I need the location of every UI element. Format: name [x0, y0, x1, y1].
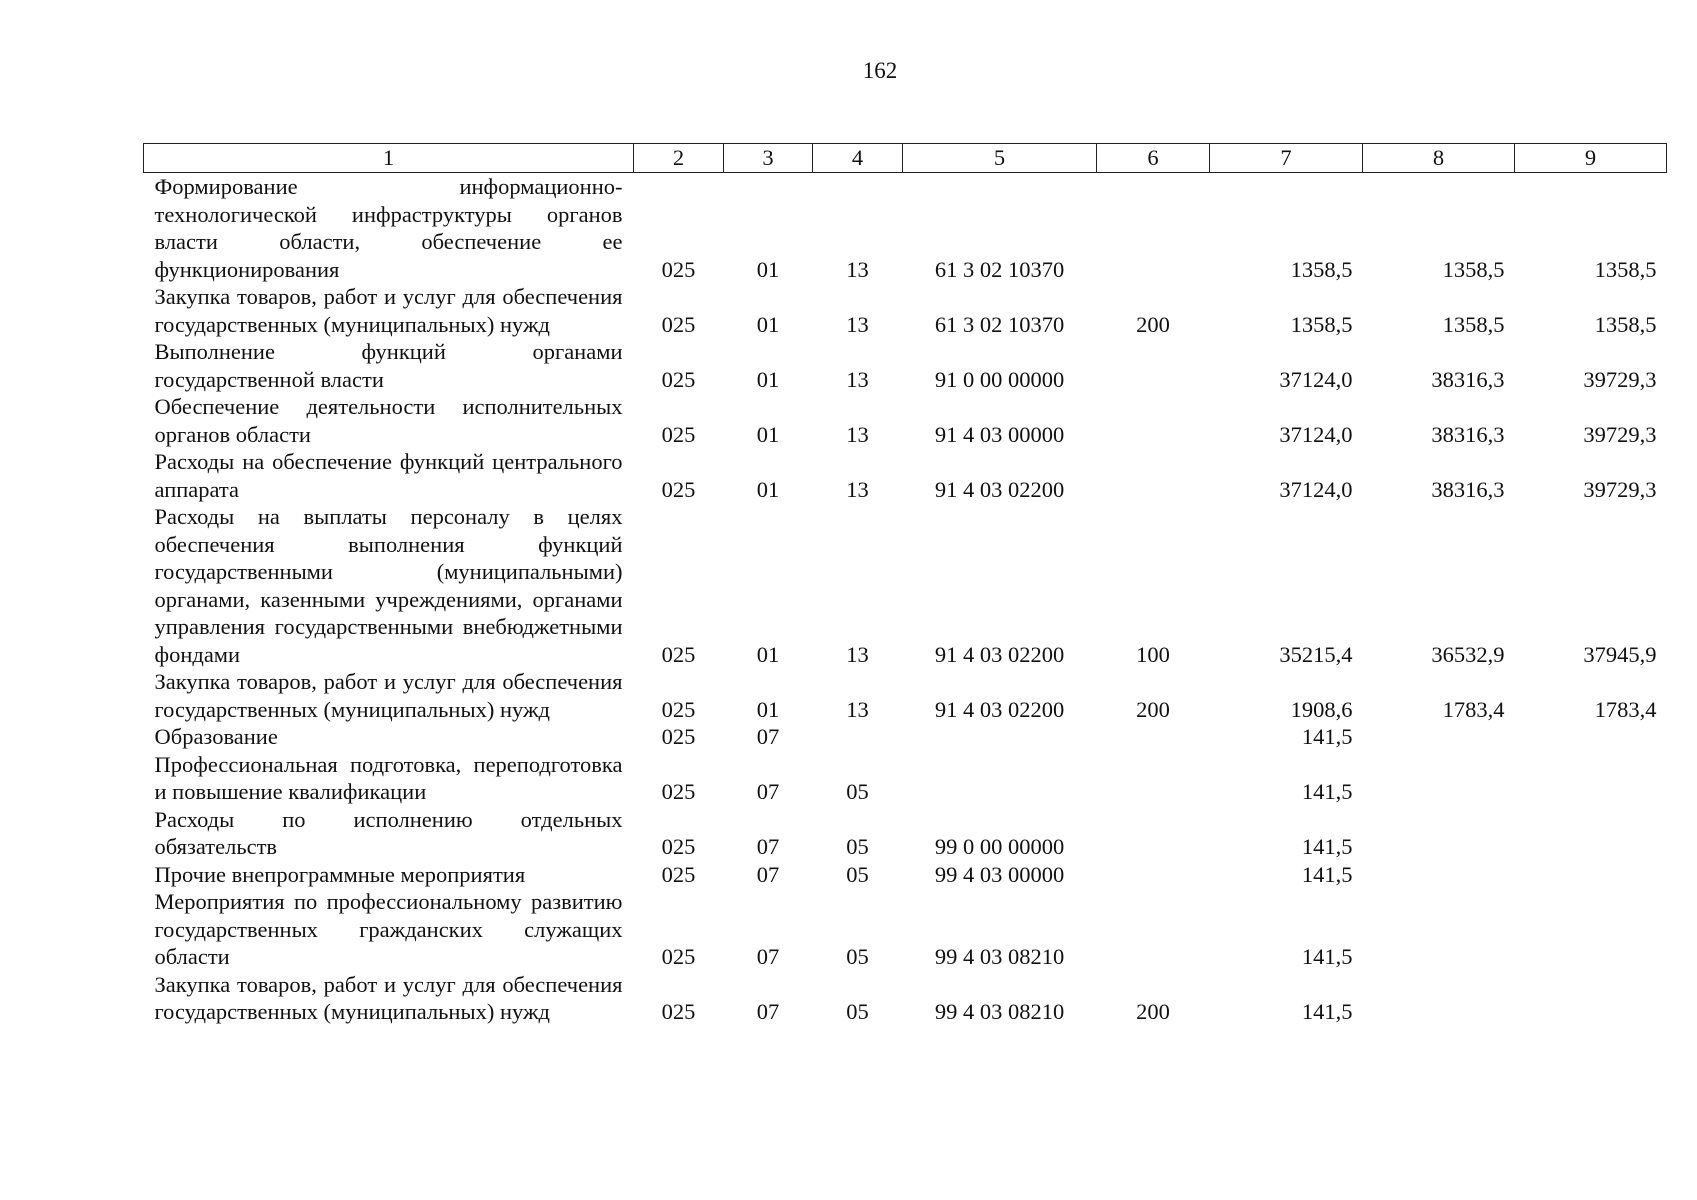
- row-name: Расходы по исполнению отдельных обязательств: [154, 806, 623, 859]
- amount-col-7: 37124,0: [1279, 476, 1353, 502]
- amount-col-7: 37124,0: [1279, 366, 1353, 392]
- amount-col-7: 141,5: [1301, 861, 1353, 887]
- expense-type-code: [1097, 338, 1210, 393]
- target-article-code: 99 4 03 08210: [934, 999, 1065, 1024]
- section-code: 01: [756, 311, 780, 337]
- amount-col-9: 39729,3: [1583, 366, 1657, 392]
- column-header: 6: [1097, 144, 1210, 173]
- amount-col-8: [1363, 751, 1515, 806]
- table-row: [144, 751, 1667, 806]
- target-article-code: 91 4 03 02200: [934, 476, 1065, 502]
- expense-type-code: 100: [1136, 641, 1170, 667]
- expense-type-code: [1097, 751, 1210, 806]
- amount-col-9: [1515, 723, 1667, 751]
- target-article-code: 91 0 00 00000: [934, 366, 1065, 392]
- amount-col-7: 141,5: [1301, 944, 1353, 969]
- amount-col-8: 1358,5: [1442, 256, 1505, 282]
- amount-col-7: 141,5: [1301, 834, 1353, 859]
- table-row: [144, 448, 1667, 503]
- expense-type-code: [1097, 888, 1210, 971]
- amount-col-9: [1515, 971, 1667, 1026]
- ministry-code: 025: [661, 311, 696, 337]
- row-name: Закупка товаров, работ и услуг для обеспечения государственных (муниципальных) нужд: [154, 284, 623, 337]
- target-article-code: [903, 723, 1097, 751]
- amount-col-8: [1363, 971, 1515, 1026]
- target-article-code: 91 4 03 02200: [934, 696, 1065, 722]
- column-header: 9: [1515, 144, 1667, 173]
- table-row: [144, 971, 1667, 1026]
- ministry-code: 025: [661, 944, 696, 969]
- subsection-code: 13: [846, 366, 869, 392]
- row-name: Образование: [154, 724, 278, 749]
- table-row: [144, 806, 1667, 861]
- expense-type-code: [1097, 393, 1210, 448]
- ministry-code: 025: [661, 696, 696, 722]
- ministry-code: 025: [661, 834, 696, 859]
- section-code: 07: [756, 834, 780, 859]
- subsection-code: 05: [846, 999, 869, 1024]
- amount-col-7: 35215,4: [1279, 641, 1353, 667]
- expense-type-code: [1097, 723, 1210, 751]
- subsection-code: 13: [846, 476, 869, 502]
- expense-type-code: [1097, 806, 1210, 861]
- target-article-code: 61 3 02 10370: [934, 311, 1065, 337]
- column-header: 1: [144, 144, 634, 173]
- subsection-code: 13: [846, 641, 869, 667]
- column-header: 3: [724, 144, 813, 173]
- expense-type-code: [1097, 173, 1210, 284]
- table-row: [144, 723, 1667, 751]
- row-name: Формирование информационно-технологической инфраструктуры органов власти области, обеспечение ее функционирования: [154, 174, 623, 282]
- table-row: [144, 503, 1667, 668]
- ministry-code: 025: [661, 641, 696, 667]
- expense-type-code: 200: [1136, 696, 1170, 722]
- column-header: 8: [1363, 144, 1515, 173]
- table-row: [144, 393, 1667, 448]
- amount-col-7: 141,5: [1301, 724, 1353, 749]
- subsection-code: 13: [846, 256, 869, 282]
- section-code: 07: [756, 944, 780, 969]
- expense-type-code: [1097, 448, 1210, 503]
- ministry-code: 025: [661, 366, 696, 392]
- target-article-code: 61 3 02 10370: [934, 256, 1065, 282]
- column-header: 5: [903, 144, 1097, 173]
- target-article-code: [903, 751, 1097, 806]
- amount-col-9: [1515, 751, 1667, 806]
- row-name: Закупка товаров, работ и услуг для обеспечения государственных (муниципальных) нужд: [154, 669, 623, 722]
- target-article-code: 99 4 03 00000: [934, 861, 1065, 887]
- row-name: Выполнение функций органами государственной власти: [154, 339, 623, 392]
- ministry-code: 025: [661, 999, 696, 1024]
- amount-col-7: 141,5: [1301, 999, 1353, 1024]
- ministry-code: 025: [661, 476, 696, 502]
- amount-col-9: [1515, 861, 1667, 889]
- amount-col-8: [1363, 806, 1515, 861]
- row-name: Обеспечение деятельности исполнительных органов области: [154, 394, 623, 447]
- amount-col-8: [1363, 861, 1515, 889]
- row-name: Профессиональная подготовка, переподготовка и повышение квалификации: [154, 751, 623, 804]
- amount-col-9: 37945,9: [1583, 641, 1657, 667]
- row-name: Расходы на обеспечение функций центрального аппарата: [154, 449, 623, 502]
- amount-col-8: 36532,9: [1431, 641, 1505, 667]
- expense-type-code: 200: [1136, 999, 1170, 1024]
- column-header: 2: [634, 144, 724, 173]
- amount-col-8: 1783,4: [1442, 696, 1505, 722]
- table-row: [144, 283, 1667, 338]
- subsection-code: 05: [846, 834, 869, 859]
- amount-col-7: 1358,5: [1290, 311, 1353, 337]
- subsection-code: 05: [846, 944, 869, 969]
- section-code: 01: [756, 256, 780, 282]
- amount-col-7: 1358,5: [1290, 256, 1353, 282]
- amount-col-9: 39729,3: [1583, 476, 1657, 502]
- section-code: 07: [756, 779, 780, 804]
- row-name: Закупка товаров, работ и услуг для обеспечения государственных (муниципальных) нужд: [154, 971, 623, 1024]
- ministry-code: 025: [661, 724, 696, 749]
- amount-col-8: 38316,3: [1431, 421, 1505, 447]
- amount-col-9: 1358,5: [1594, 311, 1657, 337]
- subsection-code: [813, 723, 903, 751]
- section-code: 01: [756, 366, 780, 392]
- column-header: 4: [813, 144, 903, 173]
- subsection-code: 05: [846, 861, 869, 887]
- row-name: Мероприятия по профессиональному развитию государственных гражданских служащих области: [154, 889, 623, 969]
- ministry-code: 025: [661, 421, 696, 447]
- table-row: [144, 338, 1667, 393]
- table-row: [144, 888, 1667, 971]
- subsection-code: 13: [846, 311, 869, 337]
- row-name: Прочие внепрограммные мероприятия: [154, 861, 526, 887]
- amount-col-7: 1908,6: [1290, 696, 1353, 722]
- subsection-code: 13: [846, 421, 869, 447]
- amount-col-9: 39729,3: [1583, 421, 1657, 447]
- target-article-code: 99 4 03 08210: [934, 944, 1065, 969]
- amount-col-9: 1358,5: [1594, 256, 1657, 282]
- amount-col-8: [1363, 723, 1515, 751]
- ministry-code: 025: [661, 779, 696, 804]
- amount-col-9: 1783,4: [1594, 696, 1657, 722]
- expense-type-code: 200: [1136, 311, 1170, 337]
- ministry-code: 025: [661, 861, 696, 887]
- amount-col-8: 38316,3: [1431, 476, 1505, 502]
- section-code: 07: [756, 861, 780, 887]
- section-code: 01: [756, 641, 780, 667]
- section-code: 07: [756, 999, 780, 1024]
- section-code: 01: [756, 476, 780, 502]
- target-article-code: 91 4 03 02200: [934, 641, 1065, 667]
- amount-col-9: [1515, 888, 1667, 971]
- amount-col-8: 38316,3: [1431, 366, 1505, 392]
- subsection-code: 13: [846, 696, 869, 722]
- amount-col-9: [1515, 806, 1667, 861]
- table-row: [144, 173, 1667, 284]
- expense-type-code: [1097, 861, 1210, 889]
- row-name: Расходы на выплаты персоналу в целях обеспечения выполнения функций государственными (муниципальными) органами, казенными учреждениями, органами управления государственными внебюджетными фондами: [154, 504, 623, 667]
- target-article-code: 99 0 00 00000: [934, 834, 1065, 859]
- column-header: 7: [1210, 144, 1363, 173]
- amount-col-7: 37124,0: [1279, 421, 1353, 447]
- section-code: 07: [756, 724, 780, 749]
- section-code: 01: [756, 696, 780, 722]
- table-row: [144, 668, 1667, 723]
- amount-col-8: 1358,5: [1442, 311, 1505, 337]
- subsection-code: 05: [846, 779, 869, 804]
- target-article-code: 91 4 03 00000: [934, 421, 1065, 447]
- section-code: 01: [756, 421, 780, 447]
- page-number: 162: [862, 58, 898, 83]
- column-header-row: [144, 144, 1667, 173]
- table-row: [144, 861, 1667, 889]
- amount-col-8: [1363, 888, 1515, 971]
- budget-table: [143, 143, 1667, 1026]
- ministry-code: 025: [661, 256, 696, 282]
- amount-col-7: 141,5: [1301, 779, 1353, 804]
